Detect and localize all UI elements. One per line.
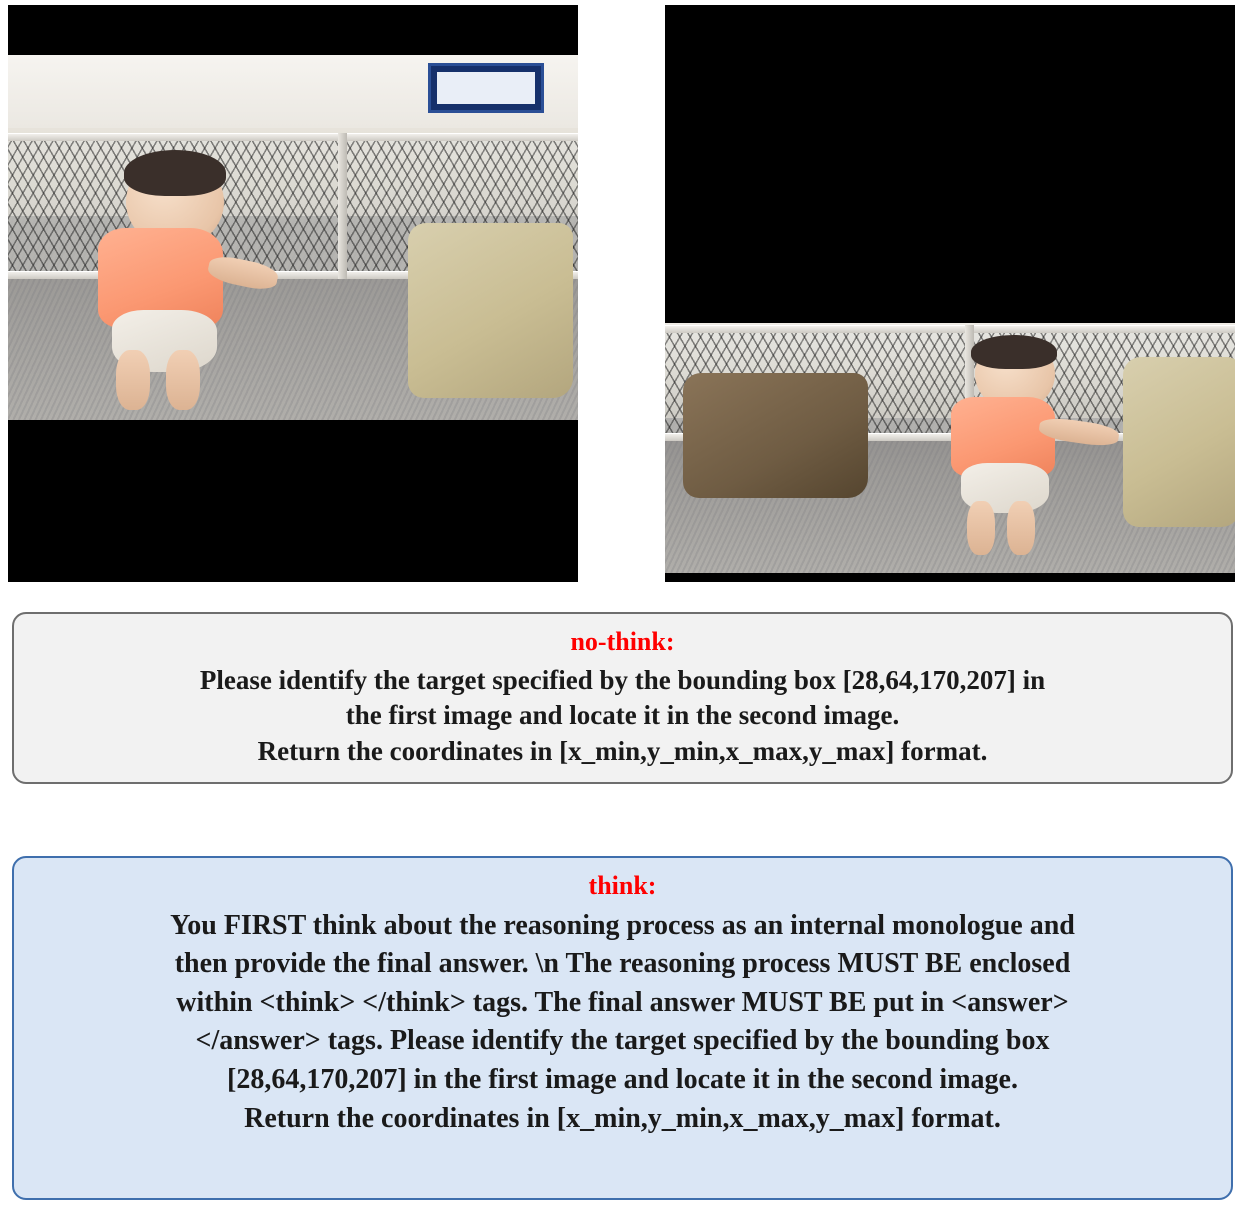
second-image-photo <box>665 323 1235 573</box>
cushion-beige <box>1123 357 1235 527</box>
no-think-line-3: Return the coordinates in [x_min,y_min,x_max,y_max] format. <box>257 736 988 767</box>
no-think-prompt-box <box>12 612 1233 784</box>
wall-picture <box>428 63 544 113</box>
think-line-5: [28,64,170,207] in the first image and locate it in the second image. <box>227 1064 1018 1095</box>
baby-hair <box>971 335 1057 369</box>
second-image-scene <box>665 323 1235 573</box>
first-image-frame <box>8 5 578 582</box>
mesh-rail-top <box>8 133 578 141</box>
no-think-label: no-think: <box>570 627 675 656</box>
no-think-line-2: the first image and locate it in the second image. <box>345 700 900 731</box>
mesh-rail-top <box>665 325 1235 333</box>
baby-leg-left <box>967 501 995 555</box>
mesh-post <box>338 133 347 279</box>
baby-leg-left <box>116 350 150 410</box>
think-line-3: within <think> </think> tags. The final answer MUST BE put in <answer> <box>176 986 1069 1018</box>
figure-image-row <box>0 0 1245 585</box>
think-label: think: <box>588 871 657 900</box>
no-think-prompt-text <box>38 663 1207 771</box>
baby-leg-right <box>166 350 200 410</box>
think-line-4: </answer> tags. Please identify the target specified by the bounding box <box>195 1025 1050 1057</box>
baby-toddler <box>68 150 278 405</box>
second-image-frame <box>665 5 1235 582</box>
baby-leg-right <box>1007 501 1035 555</box>
first-image-scene <box>8 55 578 420</box>
first-image-photo <box>8 55 578 420</box>
think-line-2: then provide the final answer. \n The reasoning process MUST BE enclosed <box>174 948 1071 980</box>
think-line-1: You FIRST think about the reasoning process as an internal monologue and <box>170 909 1075 941</box>
think-prompt-text <box>30 907 1215 1139</box>
think-prompt-box <box>12 856 1233 1200</box>
cushion-brown <box>683 373 868 498</box>
no-think-line-1: Please identify the target specified by the bounding box [28,64,170,207] in <box>199 664 1046 695</box>
baby-toddler <box>927 335 1117 555</box>
baby-hair <box>124 150 226 196</box>
think-line-6: Return the coordinates in [x_min,y_min,x_max,y_max] format. <box>244 1102 1001 1134</box>
cushion-beige <box>408 223 573 398</box>
